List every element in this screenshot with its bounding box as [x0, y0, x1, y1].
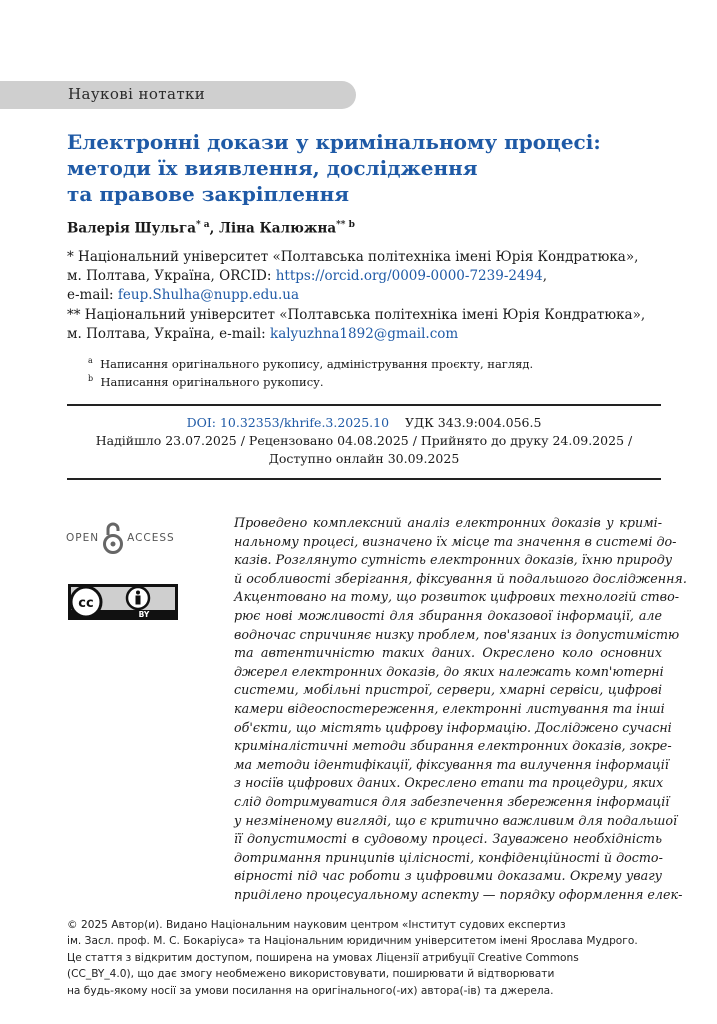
abstract-line: об'єкти, що містять цифрову інформацію. Досліджено сучасні — [234, 719, 672, 735]
affiliation-line: ** Національний університет «Полтавська політехніка імені Юрія Кондратюка», — [67, 307, 646, 323]
abstract-line: водночас спричиняє низку проблем, пов'язаних із допустимістю — [234, 626, 680, 642]
license-line: © 2025 Автор(и). Видано Національним науковим центром «Інститут судових експертиз — [67, 919, 566, 931]
contribution-note — [88, 353, 533, 372]
contribution-note — [88, 371, 324, 390]
contribution-text: Написання оригінального рукопису. — [100, 374, 324, 389]
abstract-line: вірності під час роботи з цифровими доказами. Окрему увагу — [234, 868, 662, 884]
article-title — [67, 129, 667, 207]
by-label: BY — [138, 610, 150, 619]
affiliation-1 — [67, 248, 667, 305]
abstract-line: Проведено комплексний аналіз електронних доказів у кримі- — [234, 515, 662, 530]
abstract-line: казів. Розглянуто сутність електронних доказів, їхню природу — [234, 552, 673, 568]
section-label: Наукові нотатки — [68, 85, 206, 103]
contribution-mark: b — [88, 374, 94, 383]
license-line: Це стаття з відкритим доступом, поширена на умовах Ліцензії атрибуції Creative Commons — [67, 951, 579, 964]
email-link[interactable]: kalyuzhna1892@gmail.com — [270, 326, 459, 342]
abstract-line: криміналістичні методи збирання електронних доказів, зокре- — [234, 738, 672, 754]
open-lock-icon — [103, 521, 123, 555]
affiliation-line — [67, 267, 667, 286]
abstract-line: джерел електронних доказів, до яких належать комп'ютерні — [234, 663, 664, 679]
udk: УДК 343.9:004.056.5 — [404, 415, 542, 430]
open-access-right-text: ACCESS — [127, 532, 175, 544]
license-notice — [67, 917, 667, 999]
affiliation-text: м. Полтава, Україна, e-mail: — [67, 326, 271, 342]
affiliation-line — [67, 325, 667, 344]
abstract-line: слід дотримуватися для забезпечення збереження інформації — [234, 793, 670, 809]
contribution-text: Написання оригінального рукопису, адміністрування проєкту, нагляд. — [100, 356, 534, 371]
divider-top — [67, 404, 661, 406]
abstract-line: камери відеоспостереження, електронні листування та інші — [234, 700, 665, 716]
abstract-line: з носіїв цифрових даних. Окреслено етапи та процедури, яких — [234, 775, 664, 791]
abstract-line: рює нові можливості для збирання доказової інформації, але — [234, 607, 662, 623]
abstract-line: й особливості зберігання, фіксування й подальшого дослідження. — [234, 570, 687, 586]
dates-line: Надійшло 23.07.2025 / Рецензовано 04.08.2025 / Прийнято до друку 24.09.2025 / — [95, 433, 633, 448]
contribution-mark: a — [88, 356, 93, 365]
article-meta — [67, 414, 661, 468]
abstract-line: нальному процесі, визначено їх місце та значення в системі до- — [234, 533, 677, 549]
author-marks: * a — [195, 220, 210, 230]
affiliation-2 — [67, 306, 667, 344]
abstract-line: у незміненому вигляді, що є критично важливим для подальшої — [234, 812, 678, 828]
email-link[interactable]: feup.Shulha@nupp.edu.ua — [117, 287, 300, 303]
affiliation-line: * Національний університет «Полтавська політехніка імені Юрія Кондратюка», — [67, 249, 639, 265]
author-separator: , — [209, 220, 220, 237]
abstract-line: дотримання принципів цілісності, конфіденційності й досто- — [234, 849, 663, 865]
abstract-line: Акцентовано на тому, що розвиток цифрових технологій ство- — [234, 589, 679, 605]
dates-line: Доступно онлайн 30.09.2025 — [268, 451, 460, 466]
abstract-line: системи, мобільні пристрої, сервери, хмарні сервіси, цифрові — [234, 682, 662, 698]
author-name: Ліна Калюжна — [219, 220, 337, 237]
license-line: (CC_BY_4.0), що дає змогу необмежено використовувати, поширювати й відтворювати — [67, 968, 555, 981]
doi-udk-row — [67, 414, 661, 432]
open-access-left-text: OPEN — [66, 532, 100, 544]
title-line: методи їх виявлення, дослідження — [67, 156, 478, 180]
orcid-link[interactable]: https://orcid.org/0009-0000-7239-2494 — [275, 268, 543, 284]
abstract-line: ма методи ідентифікації, фіксування та вилучення інформації — [234, 756, 669, 772]
affiliation-text: e-mail: — [67, 287, 118, 303]
title-line: та правове закріплення — [67, 182, 349, 206]
affiliation-text: , — [542, 268, 548, 284]
abstract — [234, 514, 687, 904]
affiliation-line — [67, 286, 667, 305]
abstract-line: та автентичністю таких даних. Окреслено коло основних — [234, 645, 662, 661]
doi-link[interactable]: DOI: 10.32353/khrife.3.2025.10 — [186, 415, 390, 430]
title-line: Електронні докази у кримінальному процесі: — [67, 130, 601, 154]
author-name: Валерія Шульга — [67, 220, 196, 237]
cc-by-badge — [68, 584, 178, 620]
open-access-logo — [66, 518, 186, 558]
authors — [67, 220, 355, 237]
license-line: на будь-якому носії за умови посилання на оригінального(-их) автора(-ів) та джерела. — [67, 984, 554, 997]
author-marks: ** b — [336, 220, 355, 230]
abstract-line: її допустимості в судовому процесі. Зауважено необхідність — [234, 831, 662, 847]
cc-badge-label: cc — [78, 596, 94, 611]
divider-bottom — [67, 478, 661, 480]
license-line: ім. Засл. проф. М. С. Бокаріуса» та Національним юридичним університетом імені Ярослава Мудрого. — [67, 935, 638, 948]
abstract-line: приділено процесуальному аспекту — порядку оформлення елек- — [234, 886, 683, 902]
affiliation-text: м. Полтава, Україна, ORCID: — [67, 268, 276, 284]
